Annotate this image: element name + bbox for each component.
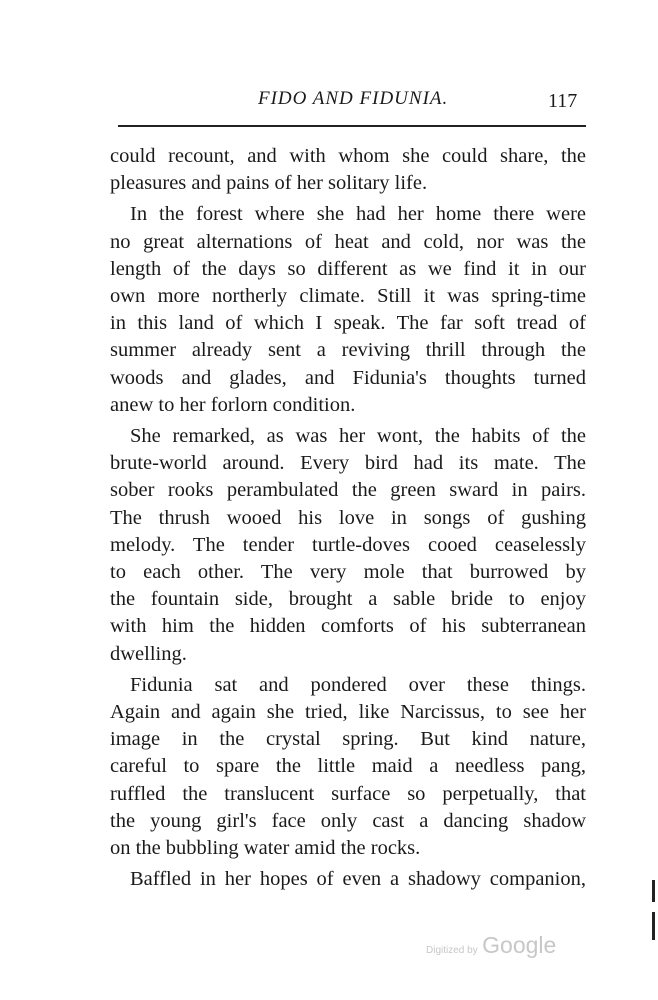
text-line: the fountain side, brought a sable bride to enjoy xyxy=(110,588,586,611)
google-logo: Google xyxy=(482,932,557,958)
paragraph-3 xyxy=(110,423,586,668)
text-line: Again and again she tried, like Narcissus, to see her xyxy=(110,701,586,724)
text-line: careful to spare the little maid a needless pang, xyxy=(110,755,586,778)
text-line: The thrush wooed his love in songs of gushing xyxy=(110,506,586,529)
text-line: Baffled in her hopes of even a shadowy companion, xyxy=(130,868,586,891)
text-line: pleasures and pains of her solitary life. xyxy=(110,172,428,195)
digitized-watermark xyxy=(426,932,556,959)
paragraph-2 xyxy=(110,201,586,419)
text-line: melody. The tender turtle-doves cooed ceaselessly xyxy=(110,533,586,556)
text-line: could recount, and with whom she could share, the xyxy=(110,145,586,167)
header-rule xyxy=(118,125,586,127)
page-edge-mark xyxy=(652,912,655,940)
text-line: She remarked, as was her wont, the habits of the xyxy=(130,425,586,448)
text-line: anew to her forlorn condition. xyxy=(110,393,356,416)
text-line: ruffled the translucent surface so perpetually, that xyxy=(110,782,586,805)
text-line: woods and glades, and Fidunia's thoughts turned xyxy=(110,366,586,389)
paragraph-1 xyxy=(110,143,586,197)
text-line: In the forest where she had her home there were xyxy=(130,203,586,226)
text-line: to each other. The very mole that burrowed by xyxy=(110,561,586,584)
text-line: in this land of which I speak. The far soft tread of xyxy=(110,312,586,335)
text-line: sober rooks perambulated the green sward in pairs. xyxy=(110,479,586,502)
text-line: brute-world around. Every bird had its mate. The xyxy=(110,452,586,475)
body-text xyxy=(110,143,586,897)
paragraph-4 xyxy=(110,672,586,862)
running-title: FIDO AND FIDUΝIA. xyxy=(258,88,449,109)
text-line: no great alternations of heat and cold, nor was the xyxy=(110,230,586,253)
text-line: own more northerly climate. Still it was spring-time xyxy=(110,285,586,308)
paragraph-5 xyxy=(110,866,586,893)
text-line: with him the hidden comforts of his subterranean xyxy=(110,615,586,638)
text-line: dwelling. xyxy=(110,642,187,665)
text-line: summer already sent a reviving thrill through the xyxy=(110,339,586,362)
text-line: length of the days so different as we find it in our xyxy=(110,257,586,280)
page-edge-mark xyxy=(652,880,655,902)
text-line: Fidunia sat and pondered over these things. xyxy=(130,673,586,696)
page-number: 117 xyxy=(548,90,578,112)
watermark-small-text: Digitized by xyxy=(426,945,478,956)
text-line: the young girl's face only cast a dancing shadow xyxy=(110,809,586,832)
text-line: on the bubbling water amid the rocks. xyxy=(110,837,421,860)
text-line: image in the crystal spring. But kind nature, xyxy=(110,728,586,751)
